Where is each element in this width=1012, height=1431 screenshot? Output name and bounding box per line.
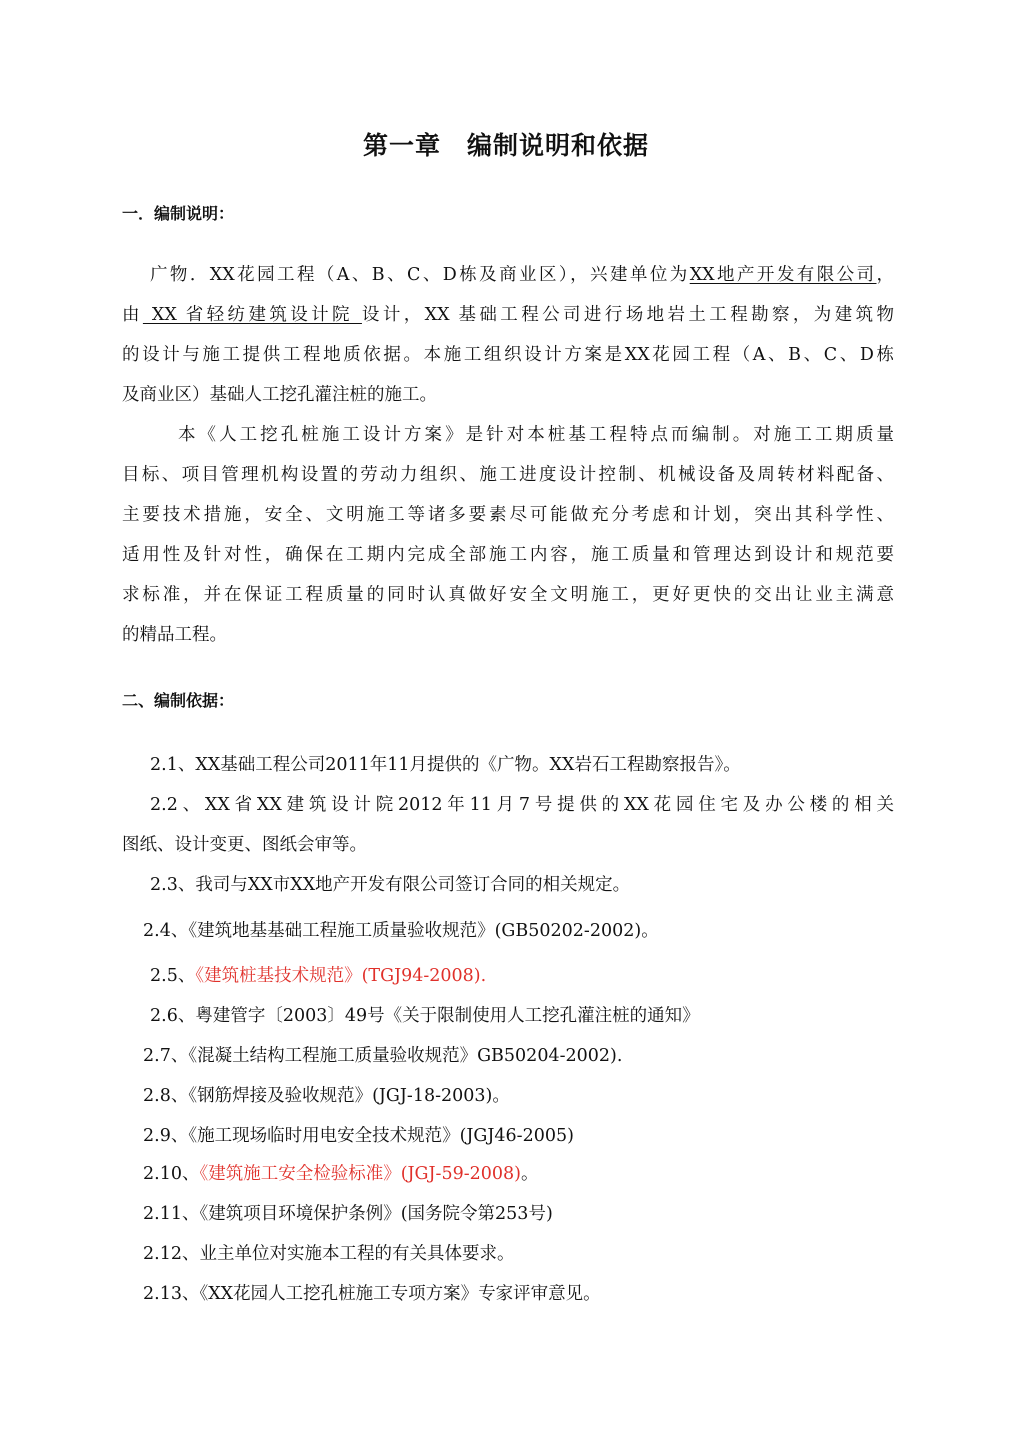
paragraph-line: 求标准，并在保证工程质量的同时认真做好安全文明施工，更好更快的交出让业主满意: [122, 585, 894, 605]
basis-item: 2.4、《建筑地基基础工程施工质量验收规范》(GB50202-2002)。: [143, 921, 659, 941]
highlighted-standard: 《建筑桩基技术规范》(TGJ94-2008).: [195, 966, 487, 986]
section-heading-explanation: 一．编制说明：: [122, 204, 235, 223]
underlined-company-name: XX地产开发有限公司: [689, 265, 877, 285]
basis-item: 2.13、《XX花园人工挖孔桩施工专项方案》专家评审意见。: [143, 1284, 601, 1304]
highlighted-standard: 《建筑施工安全检验标准》(JGJ-59-2008): [199, 1164, 522, 1184]
paragraph-line: 的精品工程。: [122, 625, 227, 645]
basis-item: 2.10、《建筑施工安全检验标准》(JGJ-59-2008)。: [143, 1164, 539, 1184]
page-title: 第一章 编制说明和依据: [362, 131, 649, 160]
paragraph-line: 的设计与施工提供工程地质依据。本施工组织设计方案是XX花园工程（A、B、C、D栋: [122, 345, 894, 365]
basis-item: 2.11、《建筑项目环境保护条例》(国务院令第253号): [143, 1204, 553, 1224]
basis-item: 2.9、《施工现场临时用电安全技术规范》(JGJ46-2005): [143, 1126, 574, 1146]
basis-item: 2.6、粤建管字〔2003〕49号《关于限制使用人工挖孔灌注桩的通知》: [150, 1006, 700, 1026]
paragraph-line: 目标、项目管理机构设置的劳动力组织、施工进度设计控制、机械设备及周转材料配备、: [122, 465, 894, 485]
paragraph-line: 及商业区）基础人工挖孔灌注桩的施工。: [122, 385, 437, 405]
basis-item: 2.12、业主单位对实施本工程的有关具体要求。: [143, 1244, 515, 1264]
basis-item: 2.2、XX省XX建筑设计院2012年11月7号提供的XX花园住宅及办公楼的相关: [150, 795, 894, 815]
underlined-design-institute: XX 省轻纺建筑设计院: [142, 305, 362, 325]
basis-item: 2.3、我司与XX市XX地产开发有限公司签订合同的相关规定。: [150, 875, 631, 895]
section-heading-basis: 二、编制依据：: [122, 691, 235, 710]
basis-item: 2.1、XX基础工程公司2011年11月提供的《广物。XX岩石工程勘察报告》。: [150, 755, 741, 775]
paragraph-line: 适用性及针对性，确保在工期内完成全部施工内容，施工质量和管理达到设计和规范要: [122, 545, 894, 565]
basis-item-continuation: 图纸、设计变更、图纸会审等。: [122, 835, 367, 855]
basis-item: 2.8、《钢筋焊接及验收规范》(JGJ-18-2003)。: [143, 1086, 510, 1106]
paragraph-line: 主要技术措施，安全、文明施工等诸多要素尽可能做充分考虑和计划，突出其科学性、: [122, 505, 894, 525]
basis-item: 2.5、《建筑桩基技术规范》(TGJ94-2008).: [150, 966, 487, 986]
paragraph-line: 由 XX 省轻纺建筑设计院 设计，XX 基础工程公司进行场地岩土工程勘察，为建筑物: [122, 305, 895, 325]
paragraph-line: 广物．XX花园工程（A、B、C、D栋及商业区），兴建单位为XX地产开发有限公司，: [150, 265, 894, 285]
paragraph-line: 本《人工挖孔桩施工设计方案》是针对本桩基工程特点而编制。对施工工期质量: [178, 425, 894, 445]
basis-item: 2.7、《混凝土结构工程施工质量验收规范》GB50204-2002).: [143, 1046, 623, 1066]
